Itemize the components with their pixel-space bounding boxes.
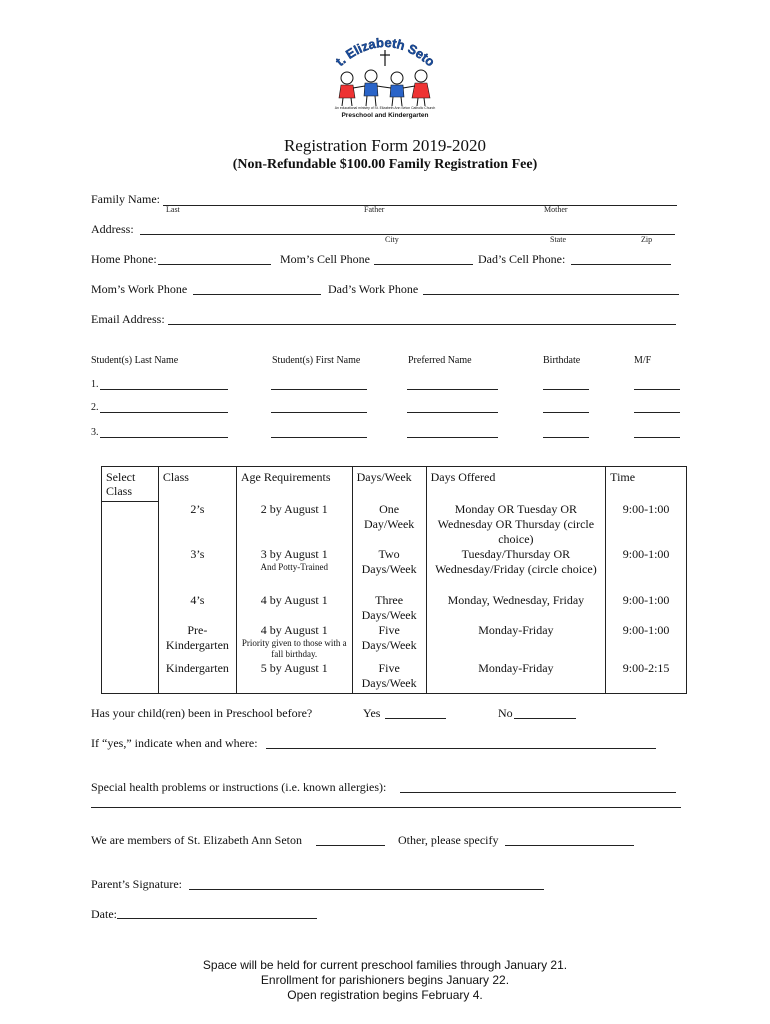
offered-cell: Monday-Friday — [426, 661, 606, 694]
age-note: Priority given to those with a fall birthday. — [241, 637, 347, 659]
caption-city: City — [385, 235, 399, 244]
divider — [91, 807, 681, 808]
signature-field[interactable] — [189, 889, 544, 890]
student-3-birthdate-field[interactable] — [543, 437, 589, 438]
other-field[interactable] — [505, 845, 634, 846]
members-label: We are members of St. Elizabeth Ann Seton — [91, 833, 302, 847]
student-1-gender-field[interactable] — [634, 389, 680, 390]
family-name-field[interactable] — [163, 205, 677, 206]
time-cell: 9:00-2:15 — [606, 661, 687, 694]
time-cell: 9:00-1:00 — [606, 502, 687, 547]
offered-cell: Monday-Friday — [426, 623, 606, 661]
student-3-gender-field[interactable] — [634, 437, 680, 438]
class-cell: 4’s — [158, 593, 236, 623]
address-field[interactable] — [140, 234, 675, 235]
offered-cell: Tuesday/Thursday OR Wednesday/Friday (circle choice) — [426, 547, 606, 593]
yes-field[interactable] — [385, 718, 446, 719]
children-figures-icon — [339, 70, 430, 106]
age-value: 4 by August 1 — [260, 622, 328, 637]
notice-line: Open registration begins February 4. — [287, 988, 483, 1002]
student-3-first-field[interactable] — [271, 437, 367, 438]
date-field[interactable] — [117, 918, 317, 919]
select-class-cell[interactable] — [102, 502, 159, 694]
student-1-last-field[interactable] — [100, 389, 228, 390]
email-label: Email Address: — [91, 312, 165, 326]
form-title: Registration Form 2019-2020 — [283, 136, 487, 155]
date-label: Date: — [91, 907, 117, 921]
dad-work-label: Dad’s Work Phone — [328, 282, 419, 296]
birthdate-header: Birthdate — [543, 355, 581, 366]
student-3-preferred-field[interactable] — [407, 437, 498, 438]
caption-state: State — [550, 235, 566, 244]
table-row — [102, 661, 687, 694]
time-cell: 9:00-1:00 — [606, 593, 687, 623]
student-first-header: Student(s) First Name — [272, 355, 361, 366]
student-2-last-field[interactable] — [100, 412, 228, 413]
class-cell: Kindergarten — [158, 661, 236, 694]
header-days-offered: Days Offered — [426, 467, 606, 502]
dad-work-field[interactable] — [423, 294, 679, 295]
form-subtitle: (Non-Refundable $100.00 Family Registration Fee) — [232, 157, 538, 172]
signature-label: Parent’s Signature: — [91, 877, 182, 891]
email-field[interactable] — [168, 324, 676, 325]
header-age: Age Requirements — [236, 467, 352, 502]
student-last-header: Student(s) Last Name — [91, 355, 179, 366]
student-row-number: 1. — [91, 379, 99, 390]
student-2-first-field[interactable] — [271, 412, 367, 413]
family-name-label: Family Name: — [91, 192, 160, 206]
class-table-header-row — [102, 467, 687, 502]
logo-tiny-text: An educational ministry of St. Elizabeth Ann Seton Catholic Church — [334, 106, 436, 110]
notice-line: Enrollment for parishioners begins January 22. — [260, 973, 510, 987]
if-yes-field[interactable] — [266, 748, 656, 749]
home-phone-label: Home Phone: — [91, 252, 157, 266]
caption-father: Father — [364, 205, 385, 214]
header-time: Time — [606, 467, 687, 502]
health-field[interactable] — [400, 792, 676, 793]
age-value: 3 by August 1 — [260, 546, 328, 561]
age-cell: 5 by August 1 — [236, 661, 352, 694]
preferred-name-header: Preferred Name — [408, 355, 472, 366]
yes-label: Yes — [363, 706, 381, 720]
table-row — [102, 547, 687, 593]
school-logo — [325, 28, 445, 120]
time-cell: 9:00-1:00 — [606, 623, 687, 661]
registration-notice — [0, 958, 770, 1003]
address-label: Address: — [91, 222, 134, 236]
dad-cell-label: Dad’s Cell Phone: — [478, 252, 566, 266]
class-cell: 3’s — [158, 547, 236, 593]
student-1-first-field[interactable] — [271, 389, 367, 390]
student-row-number: 2. — [91, 402, 99, 413]
mom-work-label: Mom’s Work Phone — [91, 282, 188, 296]
student-1-preferred-field[interactable] — [407, 389, 498, 390]
mom-work-field[interactable] — [193, 294, 321, 295]
logo-graphic — [325, 28, 445, 120]
notice-line: Space will be held for current preschool families through January 21. — [202, 958, 568, 972]
header-class: Class — [158, 467, 236, 502]
svg-text:St. Elizabeth Seton — [325, 28, 438, 69]
student-row-number: 3. — [91, 427, 99, 438]
mom-cell-label: Mom’s Cell Phone — [280, 252, 371, 266]
offered-cell: Monday, Wednesday, Friday — [426, 593, 606, 623]
if-yes-label: If “yes,” indicate when and where: — [91, 736, 258, 750]
other-label: Other, please specify — [398, 833, 499, 847]
days-cell: Two Days/Week — [352, 547, 426, 593]
table-row — [102, 593, 687, 623]
caption-mother: Mother — [544, 205, 568, 214]
logo-bottom-text: Preschool and Kindergarten — [341, 112, 429, 119]
age-cell: 4 by August 1 — [236, 593, 352, 623]
preschool-question: Has your child(ren) been in Preschool before? — [91, 706, 313, 720]
caption-last: Last — [166, 205, 180, 214]
header-days-week: Days/Week — [352, 467, 426, 502]
age-cell — [236, 623, 352, 661]
gender-header: M/F — [634, 355, 652, 366]
no-field[interactable] — [514, 718, 576, 719]
dad-cell-field[interactable] — [571, 264, 671, 265]
table-row — [102, 623, 687, 661]
time-cell: 9:00-1:00 — [606, 547, 687, 593]
age-cell: 2 by August 1 — [236, 502, 352, 547]
table-row — [102, 502, 687, 547]
caption-zip: Zip — [641, 235, 653, 244]
header-select-class: Select Class — [102, 467, 159, 502]
student-2-gender-field[interactable] — [634, 412, 680, 413]
home-phone-field[interactable] — [158, 264, 271, 265]
class-table — [101, 466, 687, 694]
age-cell — [236, 547, 352, 593]
no-label: No — [498, 706, 513, 720]
student-2-birthdate-field[interactable] — [543, 412, 589, 413]
days-cell: Three Days/Week — [352, 593, 426, 623]
days-cell: Five Days/Week — [352, 661, 426, 694]
members-field[interactable] — [316, 845, 385, 846]
student-1-birthdate-field[interactable] — [543, 389, 589, 390]
logo-arc-text: t. Elizabeth Seto — [332, 34, 438, 70]
student-3-last-field[interactable] — [100, 437, 228, 438]
class-cell: Pre-Kindergarten — [158, 623, 236, 661]
age-note: And Potty-Trained — [260, 561, 328, 572]
offered-cell: Monday OR Tuesday OR Wednesday OR Thursday (circle choice) — [426, 502, 606, 547]
days-cell: Five Days/Week — [352, 623, 426, 661]
class-cell: 2’s — [158, 502, 236, 547]
health-label: Special health problems or instructions (i.e. known allergies): — [91, 780, 387, 794]
student-2-preferred-field[interactable] — [407, 412, 498, 413]
days-cell: One Day/Week — [352, 502, 426, 547]
mom-cell-field[interactable] — [374, 264, 473, 265]
